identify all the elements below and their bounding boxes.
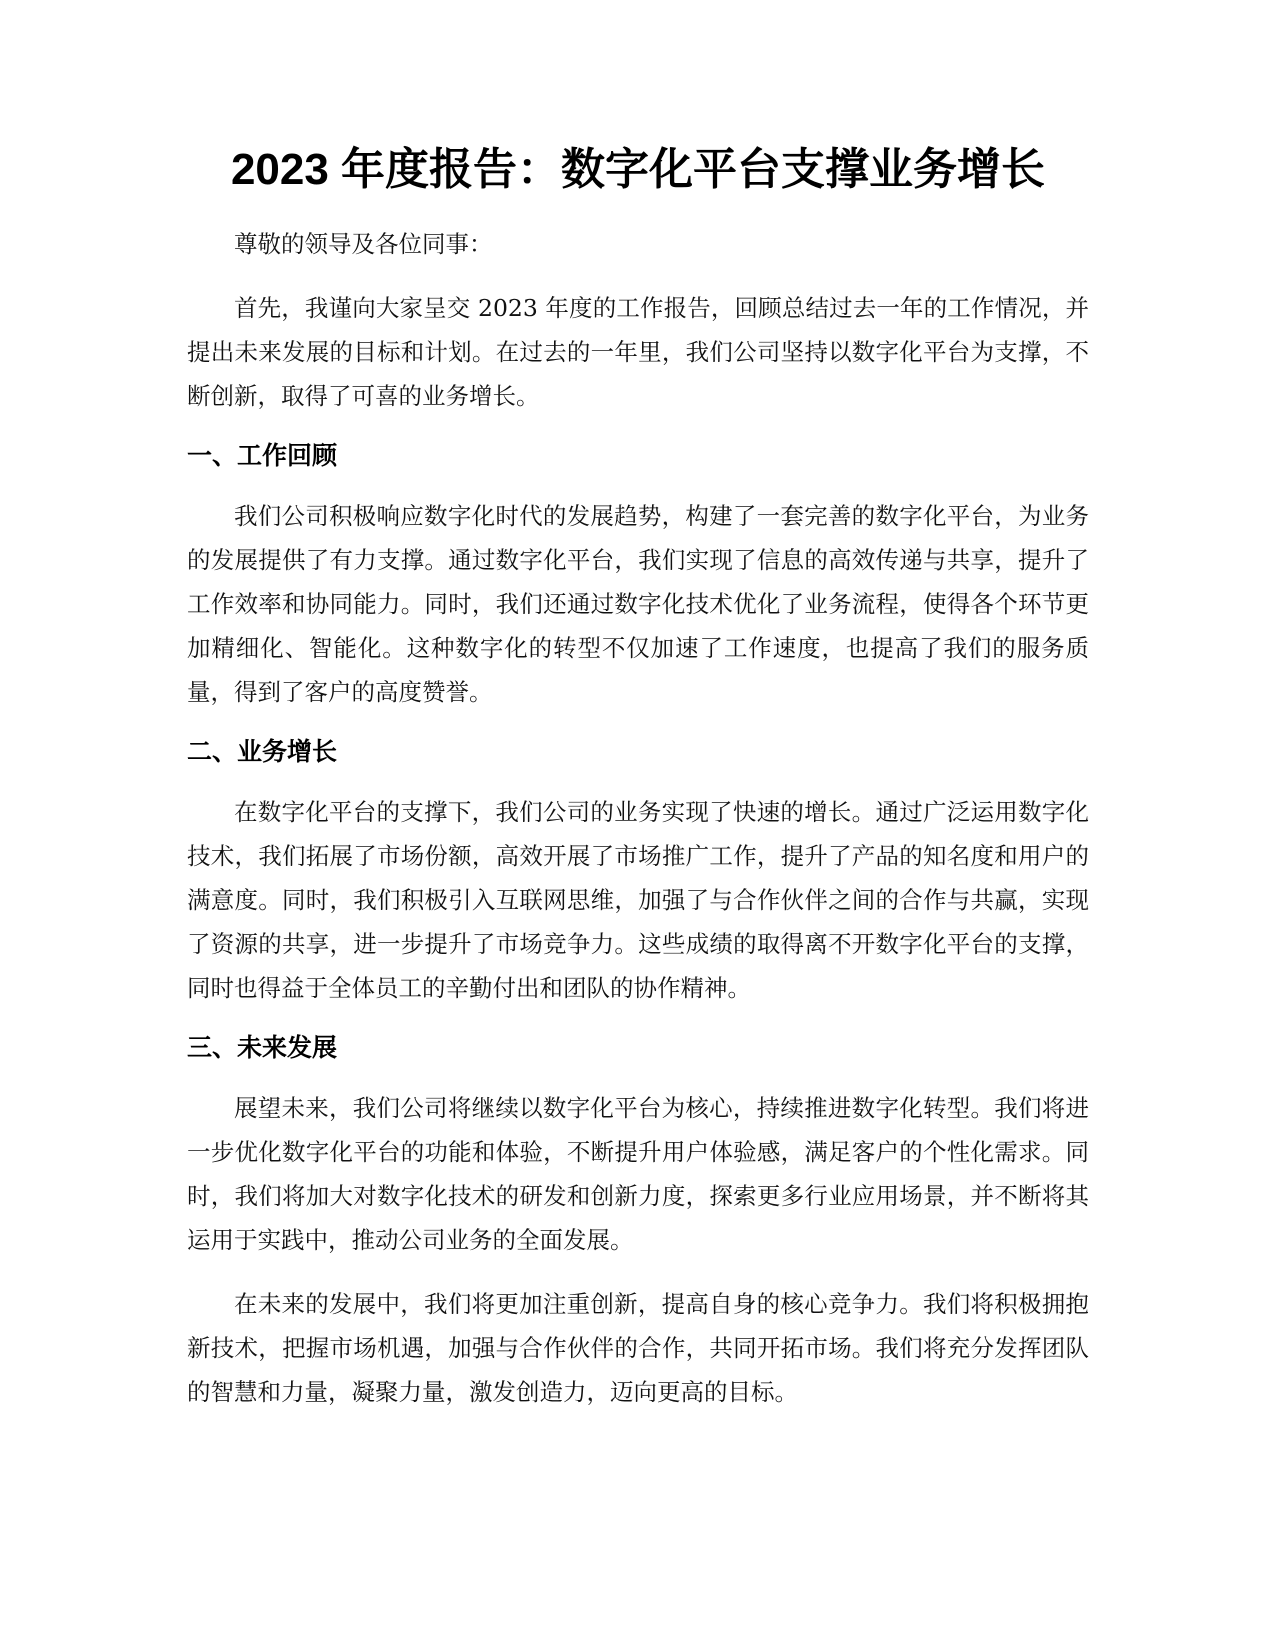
section-heading-growth: 二、业务增长 <box>187 738 338 766</box>
greeting: 尊敬的领导及各位同事： <box>234 230 493 258</box>
section-future-paragraph-2: 在未来的发展中，我们将更加注重创新，提高自身的核心竞争力。我们将积极拥抱新技术，把握市场机遇，加强与合作伙伴的合作，共同开拓市场。我们将充分发挥团队的智慧和力量，凝聚力量，激发创造力，迈向更高的目标。 <box>187 1290 1089 1406</box>
section-heading-future: 三、未来发展 <box>187 1034 338 1062</box>
section-review-paragraph: 我们公司积极响应数字化时代的发展趋势，构建了一套完善的数字化平台，为业务的发展提供了有力支撑。通过数字化平台，我们实现了信息的高效传递与共享，提升了工作效率和协同能力。同时，我们还通过数字化技术优化了业务流程，使得各个环节更加精细化、智能化。这种数字化的转型不仅加速了工作速度，也提高了我们的服务质量，得到了客户的高度赞誉。 <box>187 502 1089 706</box>
document-page <box>187 140 1089 1414</box>
section-growth-paragraph: 在数字化平台的支撑下，我们公司的业务实现了快速的增长。通过广泛运用数字化技术，我们拓展了市场份额，高效开展了市场推广工作，提升了产品的知名度和用户的满意度。同时，我们积极引入互联网思维，加强了与合作伙伴之间的合作与共赢，实现了资源的共享，进一步提升了市场竞争力。这些成绩的取得离不开数字化平台的支撑，同时也得益于全体员工的辛勤付出和团队的协作精神。 <box>187 798 1089 1002</box>
intro-paragraph: 首先，我谨向大家呈交 2023 年度的工作报告，回顾总结过去一年的工作情况，并提出未来发展的目标和计划。在过去的一年里，我们公司坚持以数字化平台为支撑，不断创新，取得了可喜的业务增长。 <box>187 294 1089 410</box>
document-title: 2023 年度报告：数字化平台支撑业务增长 <box>230 145 1046 194</box>
section-heading-review: 一、工作回顾 <box>187 442 338 470</box>
section-future-paragraph-1: 展望未来，我们公司将继续以数字化平台为核心，持续推进数字化转型。我们将进一步优化数字化平台的功能和体验，不断提升用户体验感，满足客户的个性化需求。同时，我们将加大对数字化技术的研发和创新力度，探索更多行业应用场景，并不断将其运用于实践中，推动公司业务的全面发展。 <box>187 1094 1089 1254</box>
